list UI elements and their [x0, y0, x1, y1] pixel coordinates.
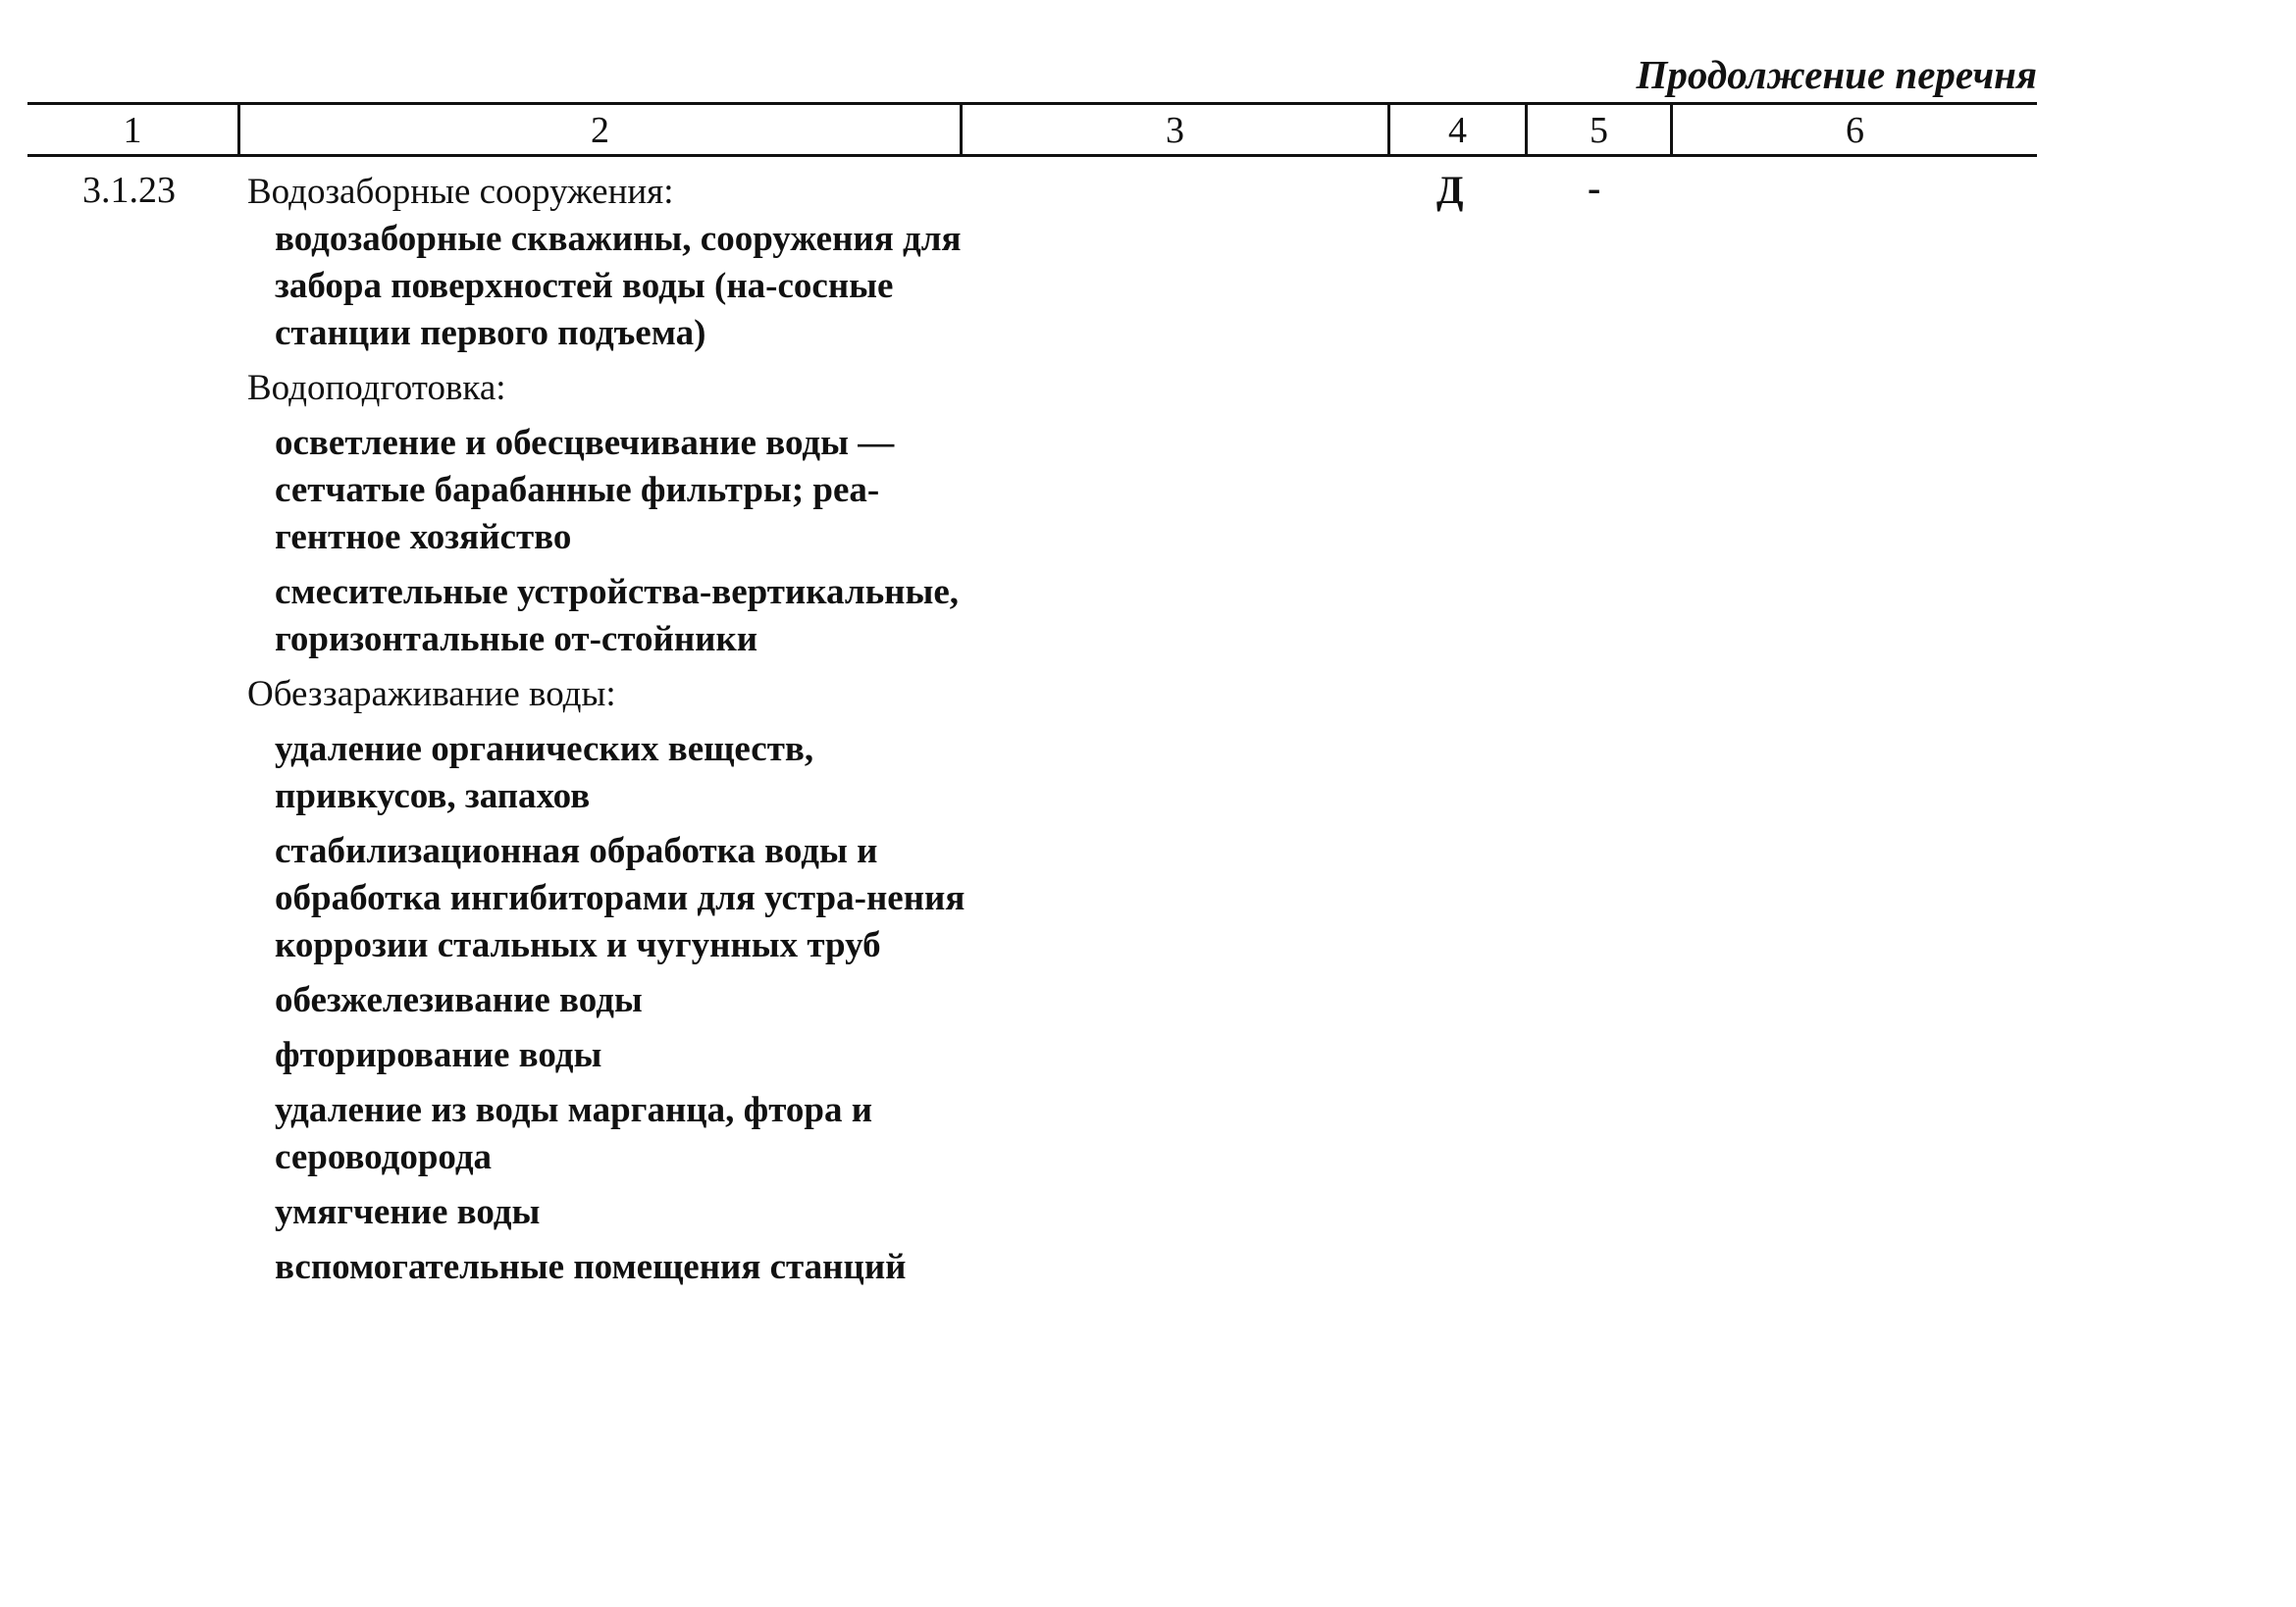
section-heading: Водоподготовка: — [247, 368, 506, 408]
section-heading: Водозаборные сооружения: — [247, 172, 674, 212]
row-description — [247, 169, 973, 1299]
column-header-5: 5 — [1590, 110, 1608, 151]
column-5-value: - — [1588, 166, 1601, 210]
list-item: вспомогательные помещения станций — [275, 1247, 907, 1287]
table-header-top-rule — [27, 102, 2037, 105]
column-4-value: Д — [1436, 168, 1464, 212]
list-item: удаление органических веществ, привкусов, запахов — [275, 729, 814, 816]
section-heading: Обеззараживание воды: — [247, 674, 616, 714]
list-item: удаление из воды марганца, фтора и сероводорода — [275, 1090, 873, 1177]
list-item: водозаборные скважины, сооружения для забора поверхностей воды (на-сосные станции первого подъема) — [275, 219, 962, 353]
list-item: фторирование воды — [275, 1035, 602, 1075]
table-header-bottom-rule — [27, 154, 2037, 157]
list-item: обезжелезивание воды — [275, 980, 643, 1020]
list-item: умягчение воды — [275, 1192, 541, 1232]
column-header-4: 4 — [1448, 110, 1467, 151]
column-header-1: 1 — [123, 110, 142, 151]
continuation-label: Продолжение перечня — [1636, 52, 2037, 97]
list-item: осветление и обесцвечивание воды — сетчатые барабанные фильтры; реа-гентное хозяйство — [275, 423, 895, 557]
column-header-6: 6 — [1846, 110, 1864, 151]
list-item: стабилизационная обработка воды и обработка ингибиторами для устра-нения коррозии стальных и чугунных труб — [275, 831, 965, 965]
column-header-3: 3 — [1166, 110, 1184, 151]
row-code: 3.1.23 — [82, 170, 176, 211]
column-header-2: 2 — [591, 110, 609, 151]
list-item: смесительные устройства-вертикальные, горизонтальные от-стойники — [275, 572, 960, 659]
